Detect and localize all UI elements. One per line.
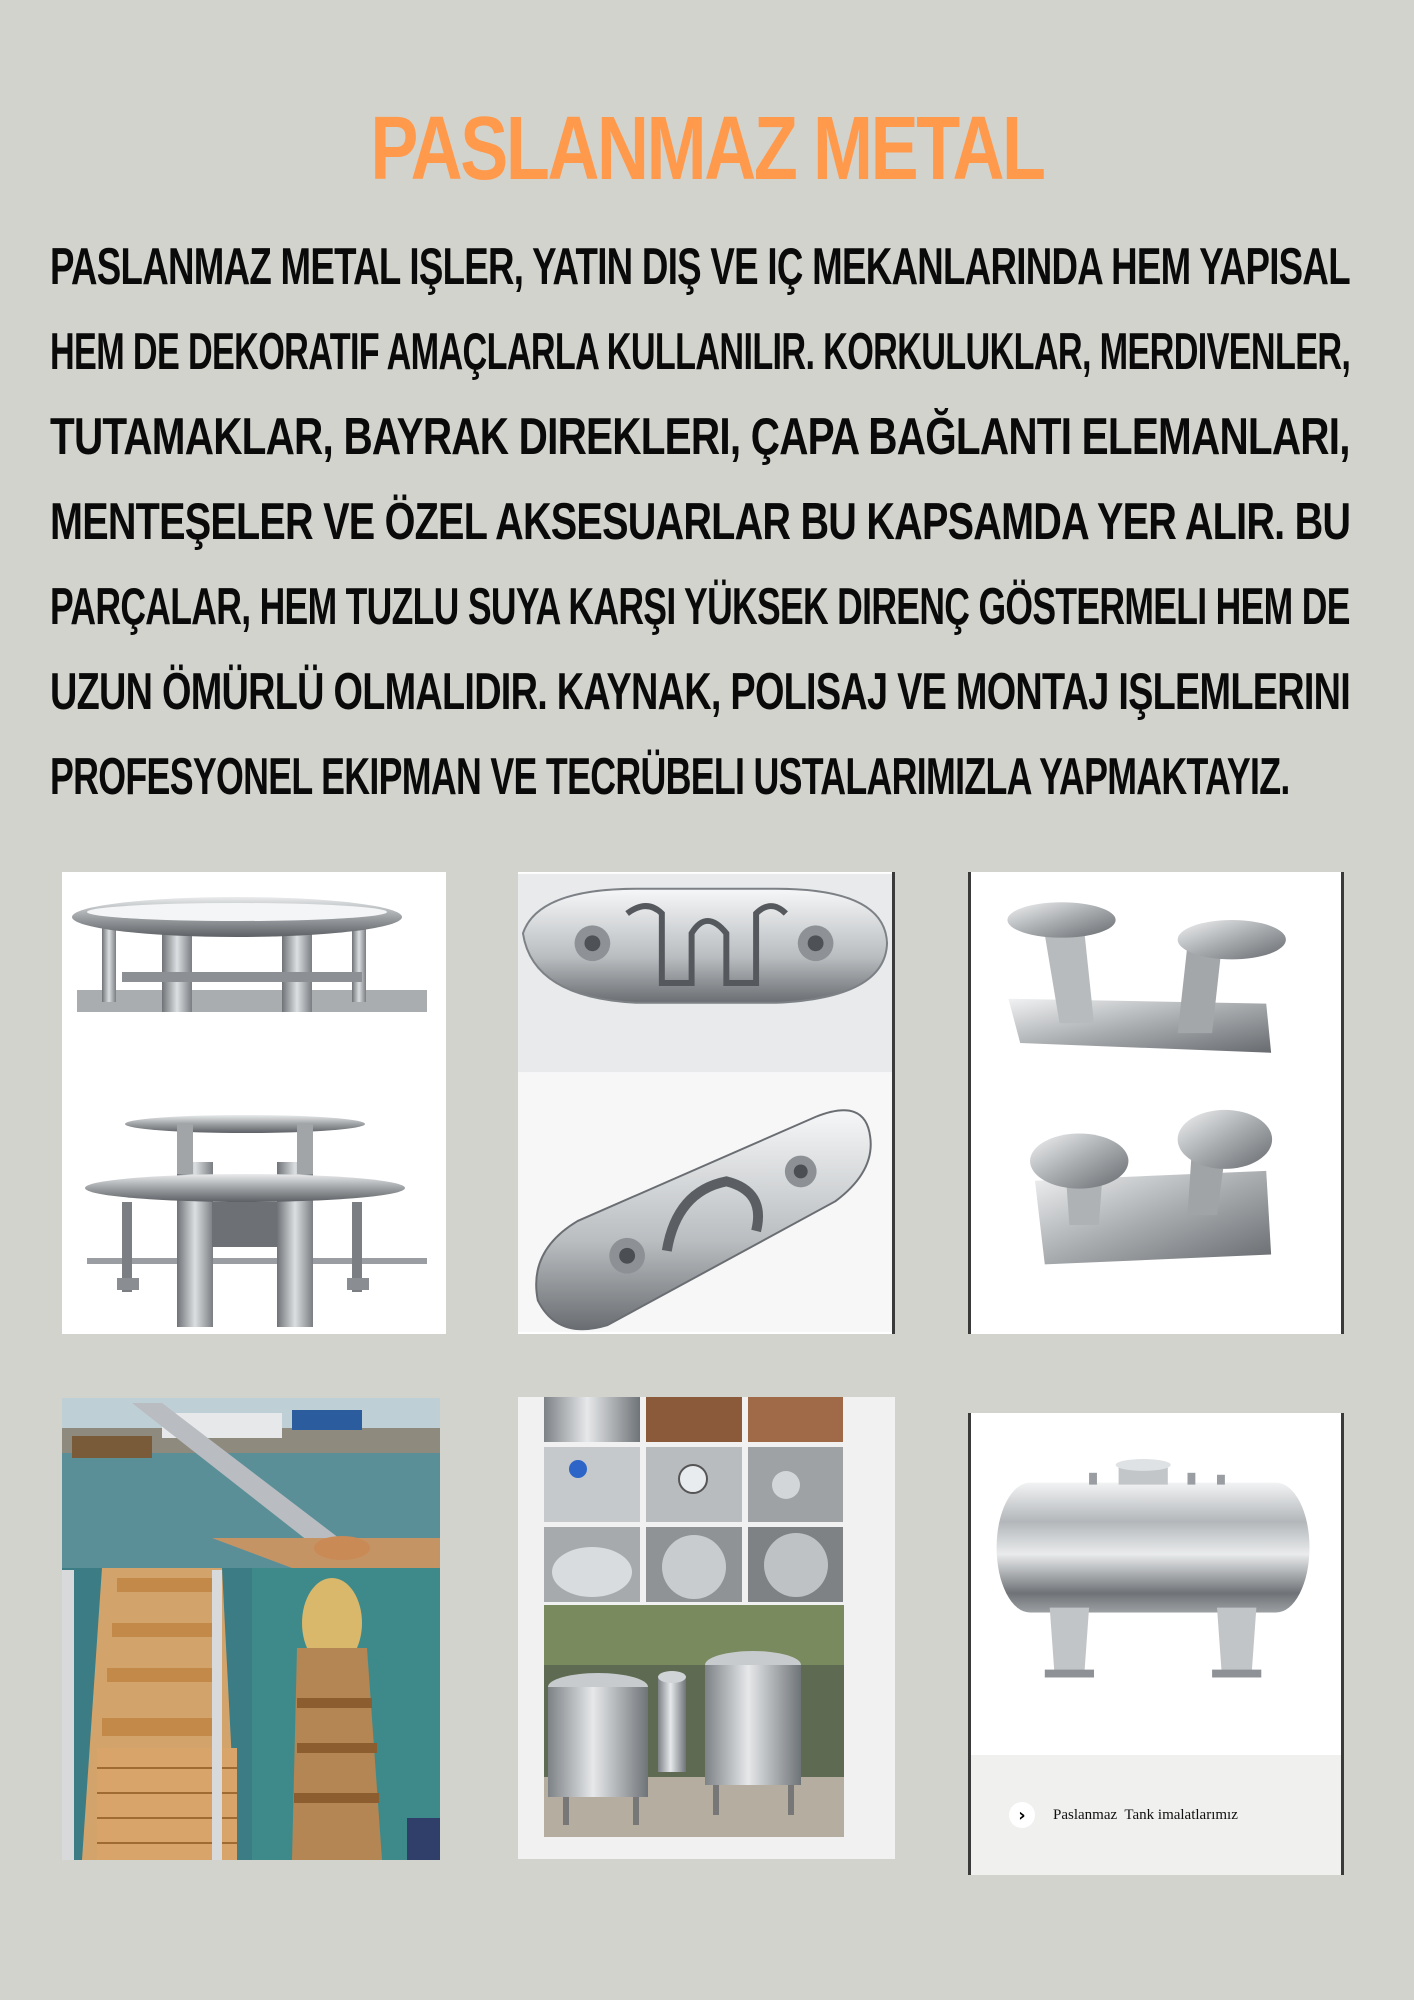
tank-caption-bar [971,1755,1341,1875]
tank-caption: Paslanmaz Tank imalatlarımız [1053,1806,1238,1823]
description-paragraph [50,225,1350,820]
folding-cleat-photo [518,872,895,1334]
cleat-photo [62,872,446,1334]
folding-cleat-image [518,872,892,1334]
description-line: MENTEŞELER VE ÖZEL AKSESUARLAR BU KAPSAMDA YER ALIR. BU [50,493,1351,551]
description-line: HEM DE DEKORATIF AMAÇLARLA KULLANILIR. KORKULUKLAR, MERDIVENLER, [50,323,1351,381]
description-line: PROFESYONEL EKIPMAN VE TECRÜBELI USTALARIMIZLA YAPMAKTAYIZ. [50,748,1290,806]
pull-up-cleat-image [62,872,446,1334]
description-line: UZUN ÖMÜRLÜ OLMALIDIR. KAYNAK, POLISAJ VE MONTAJ IŞLEMLERINI [50,663,1351,721]
horizontal-tank-image [971,1413,1341,1755]
chevron-right-icon[interactable]: › [1009,1802,1035,1828]
ladder-photo [62,1398,440,1860]
double-bollard-image [971,872,1341,1334]
tank-collage-photo [518,1397,895,1859]
page-title: PASLANMAZ METAL [370,99,1044,199]
horizontal-tank-photo [968,1413,1344,1875]
tank-collage-image [518,1397,895,1859]
bollard-photo [968,872,1344,1334]
description-line: TUTAMAKLAR, BAYRAK DIREKLERI, ÇAPA BAĞLANTI ELEMANLARI, [50,408,1350,466]
description-line: PASLANMAZ METAL IŞLER, YATIN DIŞ VE IÇ MEKANLARINDA HEM YAPISAL [50,238,1350,296]
description-line: PARÇALAR, HEM TUZLU SUYA KARŞI YÜKSEK DIRENÇ GÖSTERMELI HEM DE [50,578,1350,636]
boat-ladder-image [62,1398,440,1860]
